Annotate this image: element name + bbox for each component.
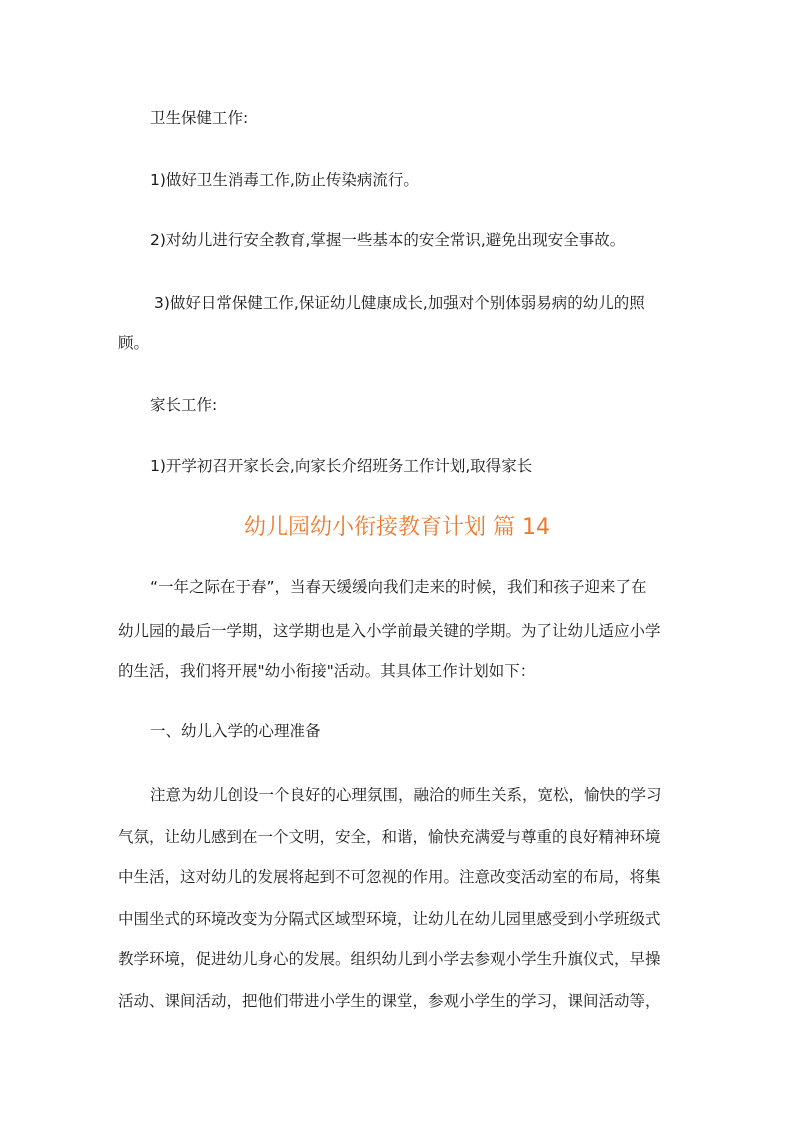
parents-item-1: 1)开学初召开家长会,向家长介绍班务工作计划,取得家长 [150, 457, 533, 475]
body-line-4: 中围坐式的环境改变为分隔式区域型环境，让幼儿在幼儿园里感受到小学班级式 [118, 910, 661, 928]
body-line-3: 中生活，这对幼儿的发展将起到不可忽视的作用。注意改变活动室的布局，将集 [118, 868, 661, 886]
section-heading-parents: 家长工作: [150, 396, 218, 414]
section-heading-health: 卫生保健工作: [150, 109, 249, 127]
body-line-5: 教学环境，促进幼儿身心的发展。组织幼儿到小学去参观小学生升旗仪式，早操 [118, 950, 661, 968]
subheading-psych: 一、幼儿入学的心理准备 [150, 722, 321, 740]
health-item-3: 3)做好日常保健工作,保证幼儿健康成长,加强对个别体弱易病的幼儿的照 [154, 294, 645, 312]
body-line-1: 注意为幼儿创设一个良好的心理氛围，融洽的师生关系，宽松，愉快的学习 [150, 786, 662, 804]
article-title: 幼儿园幼小衔接教育计划 篇 14 [244, 515, 550, 540]
intro-line-3: 的生活，我们将开展"幼小衔接"活动。其具体工作计划如下： [118, 662, 536, 680]
health-item-3-cont: 顾。 [118, 334, 150, 352]
intro-line-1: “一年之际在于春”，当春天缓缓向我们走来的时候，我们和孩子迎来了在 [150, 578, 647, 596]
intro-line-2: 幼儿园的最后一学期，这学期也是入小学前最关键的学期。为了让幼儿适应小学 [118, 622, 661, 640]
body-line-6: 活动、课间活动，把他们带进小学生的课堂，参观小学生的学习，课间活动等， [118, 992, 661, 1010]
body-line-2: 气氛，让幼儿感到在一个文明，安全，和谐，愉快充满爱与尊重的良好精神环境 [118, 828, 661, 846]
health-item-2: 2)对幼儿进行安全教育,掌握一些基本的安全常识,避免出现安全事故。 [150, 231, 626, 249]
health-item-1: 1)做好卫生消毒工作,防止传染病流行。 [150, 171, 419, 189]
